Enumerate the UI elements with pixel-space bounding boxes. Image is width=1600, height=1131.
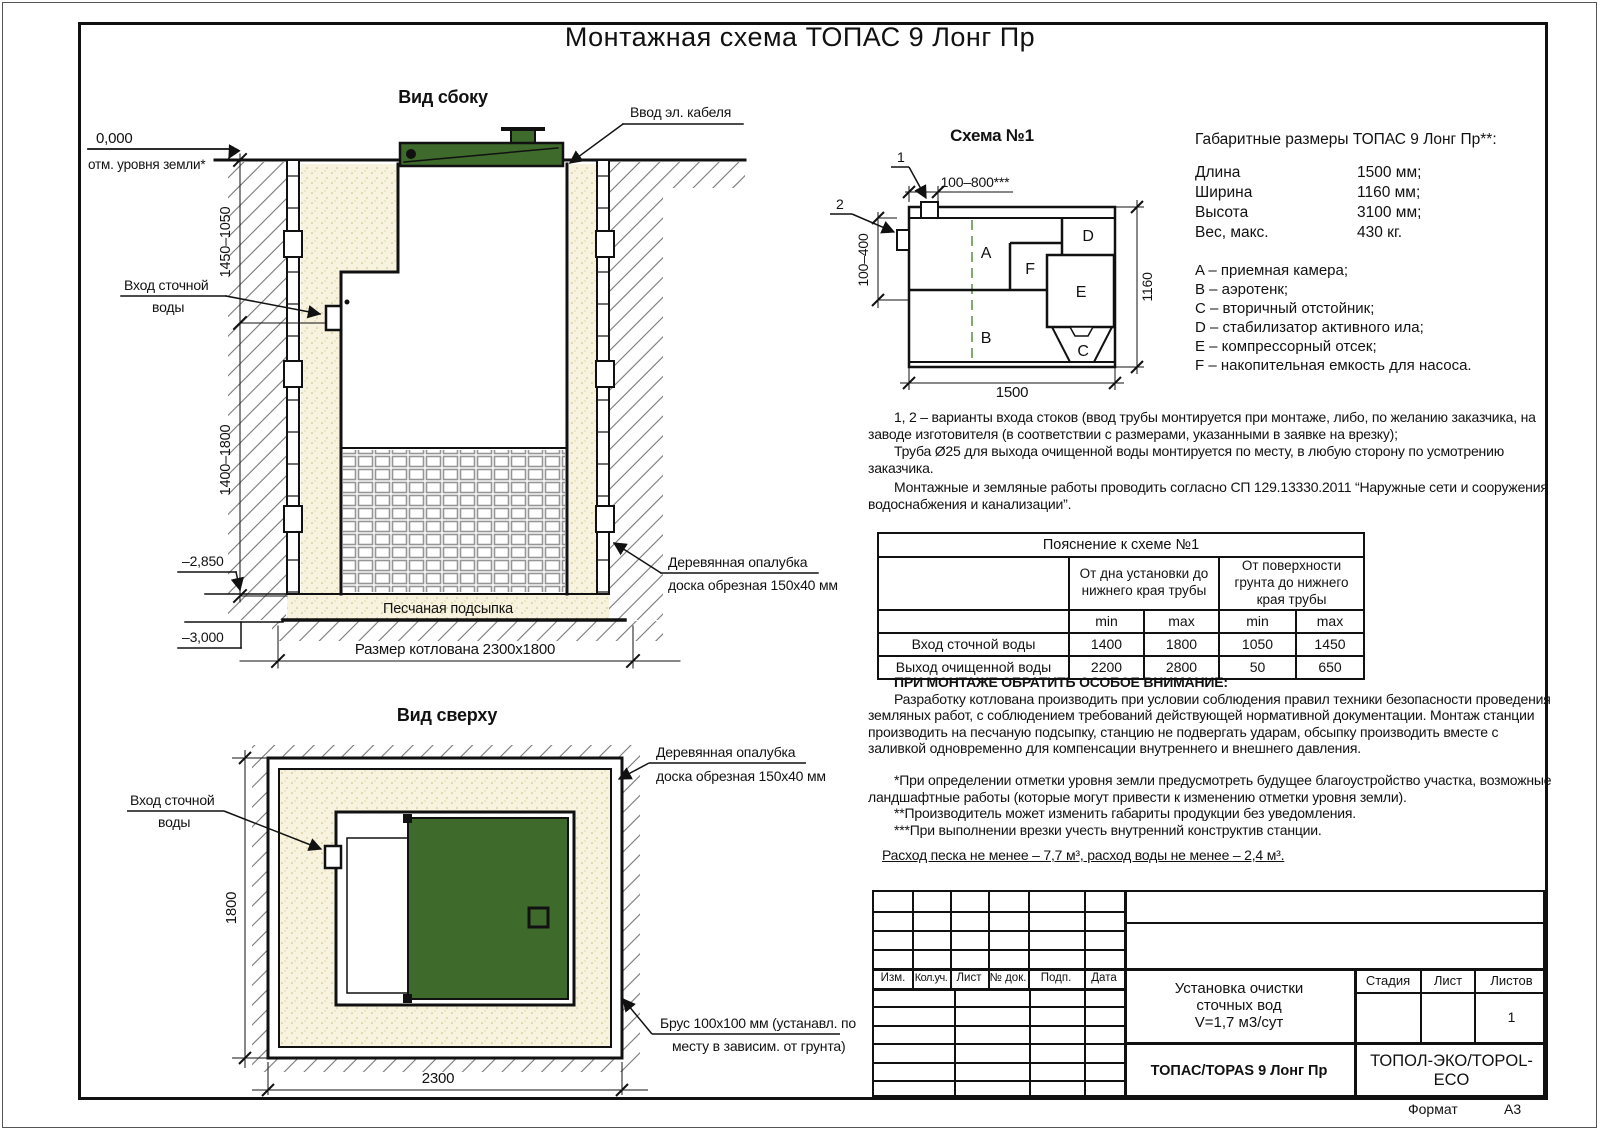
compartment-b-label: B [980,330,992,347]
compartment-c-label: C [1077,343,1089,360]
footnote-1: *При определении отметки уровня земли предусмотреть будущее благоустройство участка, возможные ландшафтные работы (которые могут привести к изменению отметки уровня земли). [868,772,1552,805]
legend-item: F – накопительная емкость для насоса. [1195,357,1472,374]
table-title: Пояснение к схеме №1 [878,533,1364,557]
formwork-label-line1: Деревянная опалубка [668,554,808,570]
side-view-title: Вид сбоку [398,87,488,107]
rev-col-izm: Изм. [880,972,906,984]
station-lower-section [343,450,565,592]
footnotes [868,772,1568,838]
format-label: Формат [1408,1101,1458,1117]
sheets-value: 1 [1507,1009,1516,1025]
schema-dim-bottom: 1500 [995,384,1029,401]
dim-upper-depth: 1450–1050 [218,206,234,278]
compartment-e-label: E [1075,284,1087,301]
tv-inlet-label-line2: воды [158,814,191,830]
schema-inlet-variant-1 [921,202,938,218]
table-row: Вход сточной воды 1400 1800 1050 1450 [878,633,1364,656]
sp-note: Монтажные и земляные работы проводить согласно СП 129.13330.2011 “Наружные сети и сооружения водоснабжения и канализации”. [868,479,1548,512]
lid-vent [511,130,535,143]
pit-size-label: Размер котлована 2300х1800 [354,641,556,658]
table-row: Выход очищенной воды 2200 2800 50 650 [878,656,1364,679]
format-value: А3 [1504,1101,1522,1117]
dim-lower-depth: 1400–1800 [218,424,234,496]
sheet-header: Лист [1433,972,1463,988]
level-bottom-label: –3,000 [182,629,224,645]
tv-dim-height: 1800 [223,891,240,925]
compartment-d-label: D [1082,228,1094,245]
inlet-pipe-stub [326,306,341,330]
inlet-dot [345,300,350,305]
consumption-note: Расход песка не менее – 7,7 м³, расход воды не менее – 2,4 м³. [882,847,1285,863]
tv-inlet-label-line1: Вход сточной [130,792,215,808]
overall-dim-row: Длина 1500 мм; [1195,164,1422,181]
rev-col-data: Дата [1091,972,1117,984]
sheets-header: Листов [1490,972,1533,988]
formwork-label-line2: доска обрезная 150х40 мм [668,577,838,593]
legend-item: D – стабилизатор активного ила; [1195,319,1424,336]
station-lid [400,129,563,166]
compartment-f-label: F [1025,261,1035,278]
sand-bedding-label: Песчаная подсыпка [382,601,514,617]
inlet-variants-note: 1, 2 – варианты входа стоков (ввод трубы монтируется при монтаже, либо, по желанию заказчика, на заводе изготовителя (в соответствии с размерами, указанными в заявке на врезку); Труба Ø25 для выхода очищенной воды монтируется по месту, в любую сторону по усмотрению заказчика. [868,409,1536,476]
rev-col-ndok: № док. [989,972,1027,984]
table-group1: От дна установки до нижнего края трубы [1069,557,1219,610]
top-view [127,705,856,1096]
marker-2: 2 [836,196,844,212]
zero-mark-label: 0,000 [96,130,133,147]
legend-item: B – аэротенк; [1195,281,1289,298]
rev-col-podp: Подп. [1040,972,1072,984]
footnote-2: **Производитель может изменить габариты продукции без уведомления. [894,805,1356,821]
overall-dim-row: Вес, макс. 430 кг. [1195,224,1403,241]
tv-inlet-stub [325,846,341,868]
attention-block: ПРИ МОНТАЖЕ ОБРАТИТЬ ОСОБОЕ ВНИМАНИЕ: Разработку котлована производить при условии соблюдения правил техники безопасности проведения земляных работ, с соблюдением требований действующей нормативной документации. Монтаж станции производить на песчаную подсыпку, станцию не подвергать ударам, обсыпку производить вместе с заливкой одновременно для компенсации внутреннего и внешнего давления. [868,674,1551,756]
schema-explanation-table: Пояснение к схеме №1 От дна установки до нижнего края трубы От поверхности грунта до нижнего края трубы min max min max Вход сточной воды 1400 1800 1050 1450 Выход очищенной воды 2200 2800 50 650 [877,532,1365,680]
tv-formwork-label-line2: доска обрезная 150х40 мм [656,768,826,784]
attention-title: ПРИ МОНТАЖЕ ОБРАТИТЬ ОСОБОЕ ВНИМАНИЕ: [894,674,1228,690]
footnote-3: ***При выполнении врезки учесть внутренний конструктив станции. [894,821,1322,838]
level-sand-label: –2,850 [182,553,224,569]
legend-item: E – компрессорный отсек; [1195,338,1377,355]
table-group2: От поверхности грунта до нижнего края трубы [1219,557,1364,610]
tv-beam-label-line2: месту в зависим. от грунта) [672,1038,846,1054]
ground-level-label: отм. уровня земли* [88,157,206,172]
tv-formwork-label-line1: Деревянная опалубка [656,744,796,760]
rev-col-list: Лист [956,972,982,984]
title-block [872,890,1545,1097]
marker-1: 1 [897,149,905,165]
model-name: ТОПАС/TOPAS 9 Лонг Пр [1150,1062,1328,1079]
side-view [88,87,838,668]
inlet-label-line2: воды [152,299,185,315]
legend-item: C – вторичный отстойник; [1195,300,1375,317]
schema-inlet-variant-2 [897,230,909,250]
schema-title: Схема №1 [950,126,1034,145]
schema-dim-right: 1160 [1139,272,1155,302]
rev-col-koluch: Кол.уч. [914,972,948,984]
schema-dim-top: 100–800*** [940,174,1010,190]
compartment-a-label: A [980,245,992,262]
inlet-label-line1: Вход сточной [124,277,209,293]
company-name: ТОПОЛ-ЭКО/TOPOL-ECO [1370,1051,1533,1089]
schema-1 [830,126,1155,401]
overall-dims-title: Габаритные размеры ТОПАС 9 Лонг Пр**: [1195,131,1497,148]
stage-header: Стадия [1365,972,1411,988]
compartment-legend [1195,262,1472,376]
project-name: Установка очистки сточных вод V=1,7 м3/сут [1174,979,1304,1031]
overall-dim-row: Высота 3100 мм; [1195,204,1422,221]
top-view-title: Вид сверху [396,705,498,725]
drawing-title: Монтажная схема ТОПАС 9 Лонг Пр [564,22,1036,52]
schema-dim-left: 100–400 [855,233,871,287]
legend-item: A – приемная камера; [1195,262,1349,279]
tv-beam-label-line1: Брус 100х100 мм (устанавл. по [660,1015,856,1031]
tv-dim-width: 2300 [421,1070,455,1087]
overall-dim-row: Ширина 1160 мм; [1195,184,1421,201]
cable-entry-label: Ввод эл. кабеля [630,104,732,120]
